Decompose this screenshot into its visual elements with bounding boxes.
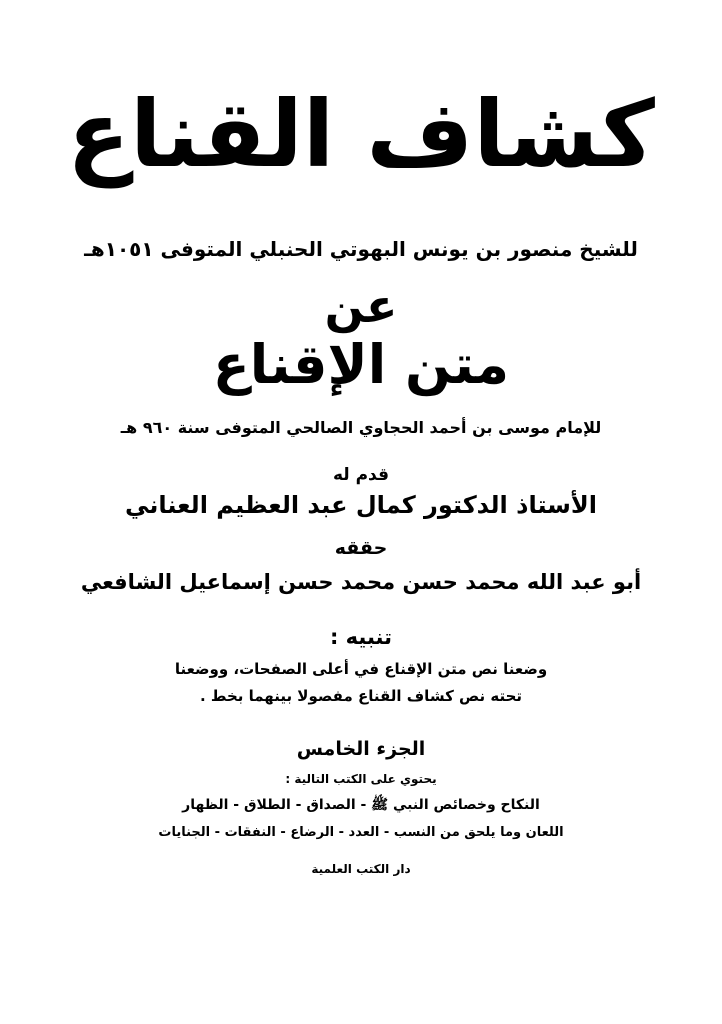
contents-heading: يحتوي على الكتب التالية : <box>285 772 437 786</box>
note-text-line-1: وضعنا نص متن الإقناع في أعلى الصفحات، ووضعنا <box>174 660 548 678</box>
connector-word: عن <box>324 279 398 333</box>
intro-name: الأستاذ الدكتور كمال عبد العظيم العناني <box>125 491 597 519</box>
editor-name: أبو عبد الله محمد حسن محمد حسن إسماعيل الشافعي <box>80 570 642 594</box>
volume-label: الجزء الخامس <box>296 738 426 760</box>
contents-line-2: اللعان وما يلحق من النسب - العدد - الرضاع - النفقات - الجنايات <box>158 825 564 840</box>
intro-label: قدم له <box>332 465 390 485</box>
publisher-block <box>0 858 722 879</box>
matn-title: متن الإقناع <box>212 333 510 396</box>
contents-line-1: النكاح وخصائص النبي ﷺ - الصداق - الطلاق - الظهار <box>182 797 540 813</box>
author-line: للشيخ منصور بن يونس البهوتي الحنبلي المتوفى ١٠٥١هـ <box>84 237 638 261</box>
note-label: تنبيه : <box>329 625 393 649</box>
note-text-line-2: تحته نص كشاف القناع مفصولا بينهما بخط . <box>199 687 523 705</box>
matn-author-line: للإمام موسى بن أحمد الحجاوي الصالحي المتوفى سنة ٩٦٠ هـ <box>120 418 602 437</box>
publisher-name: دار الكتب العلمية <box>311 862 411 876</box>
edited-label: حققه <box>334 537 388 559</box>
book-title: كشاف القناع <box>67 81 655 188</box>
